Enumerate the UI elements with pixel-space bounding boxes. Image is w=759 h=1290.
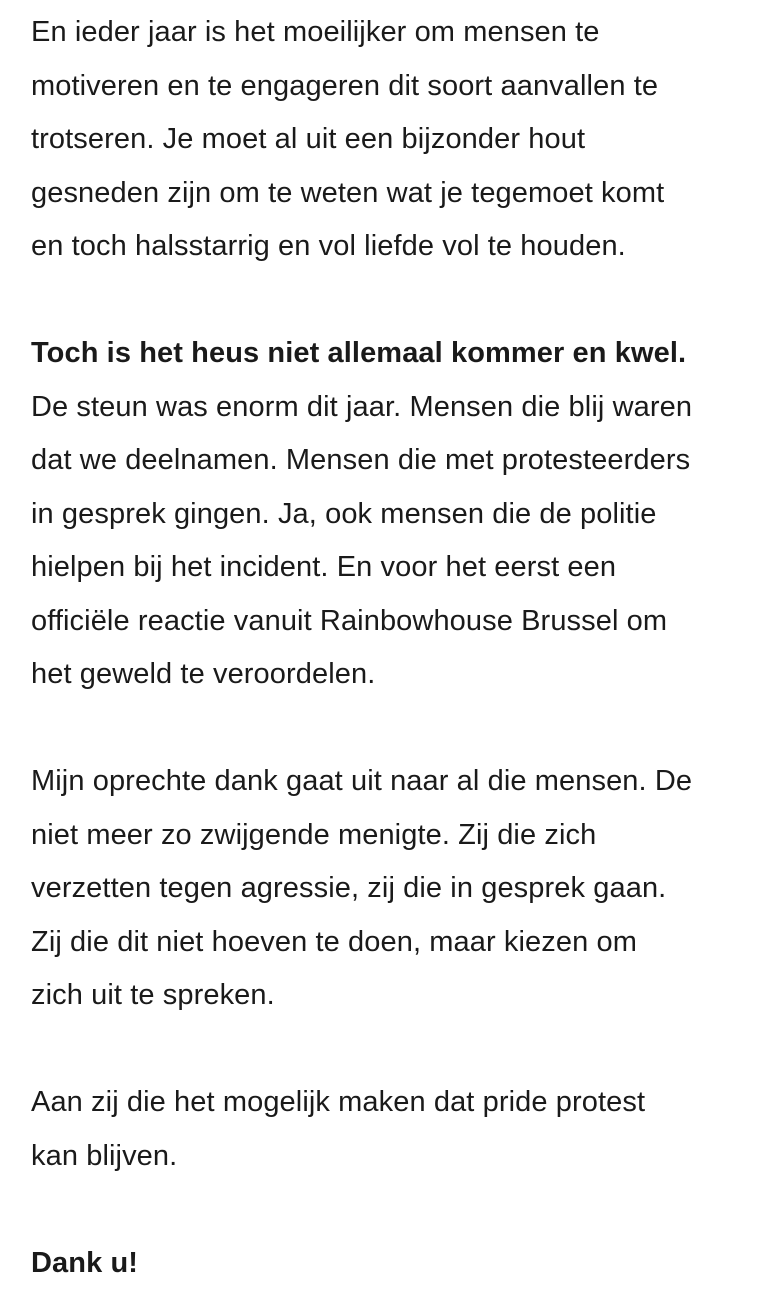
- text-line: hielpen bij het incident. En voor het eerst een: [31, 541, 741, 595]
- bold-heading-line: Toch is het heus niet allemaal kommer en kwel.: [31, 327, 741, 381]
- text-line: Mijn oprechte dank gaat uit naar al die mensen. De: [31, 755, 741, 809]
- closing-line: Dank u!: [31, 1237, 741, 1290]
- paragraph-pride-protest: [31, 1076, 741, 1183]
- paragraph-gap: [31, 1023, 741, 1077]
- paragraph-support: [31, 327, 741, 702]
- text-line: Zij die dit niet hoeven te doen, maar kiezen om: [31, 916, 741, 970]
- paragraph-gap: [31, 274, 741, 328]
- text-line: dat we deelnamen. Mensen die met protesteerders: [31, 434, 741, 488]
- text-line: in gesprek gingen. Ja, ook mensen die de politie: [31, 488, 741, 542]
- text-line: het geweld te veroordelen.: [31, 648, 741, 702]
- text-line: verzetten tegen agressie, zij die in gesprek gaan.: [31, 862, 741, 916]
- text-line: trotseren. Je moet al uit een bijzonder hout: [31, 113, 741, 167]
- text-line: officiële reactie vanuit Rainbowhouse Brussel om: [31, 595, 741, 649]
- paragraph-gap: [31, 1183, 741, 1237]
- text-line: en toch halsstarrig en vol liefde vol te houden.: [31, 220, 741, 274]
- text-line: En ieder jaar is het moeilijker om mensen te: [31, 6, 741, 60]
- paragraph-gap: [31, 702, 741, 756]
- paragraph-closing: [31, 1237, 741, 1290]
- text-line: motiveren en te engageren dit soort aanvallen te: [31, 60, 741, 114]
- text-line: niet meer zo zwijgende menigte. Zij die zich: [31, 809, 741, 863]
- paragraph-thanks: [31, 755, 741, 1023]
- text-line: gesneden zijn om te weten wat je tegemoet komt: [31, 167, 741, 221]
- text-line: Aan zij die het mogelijk maken dat pride protest: [31, 1076, 741, 1130]
- document-body: [31, 6, 741, 1290]
- paragraph-intro: [31, 6, 741, 274]
- text-line: kan blijven.: [31, 1130, 741, 1184]
- text-line: De steun was enorm dit jaar. Mensen die blij waren: [31, 381, 741, 435]
- text-line: zich uit te spreken.: [31, 969, 741, 1023]
